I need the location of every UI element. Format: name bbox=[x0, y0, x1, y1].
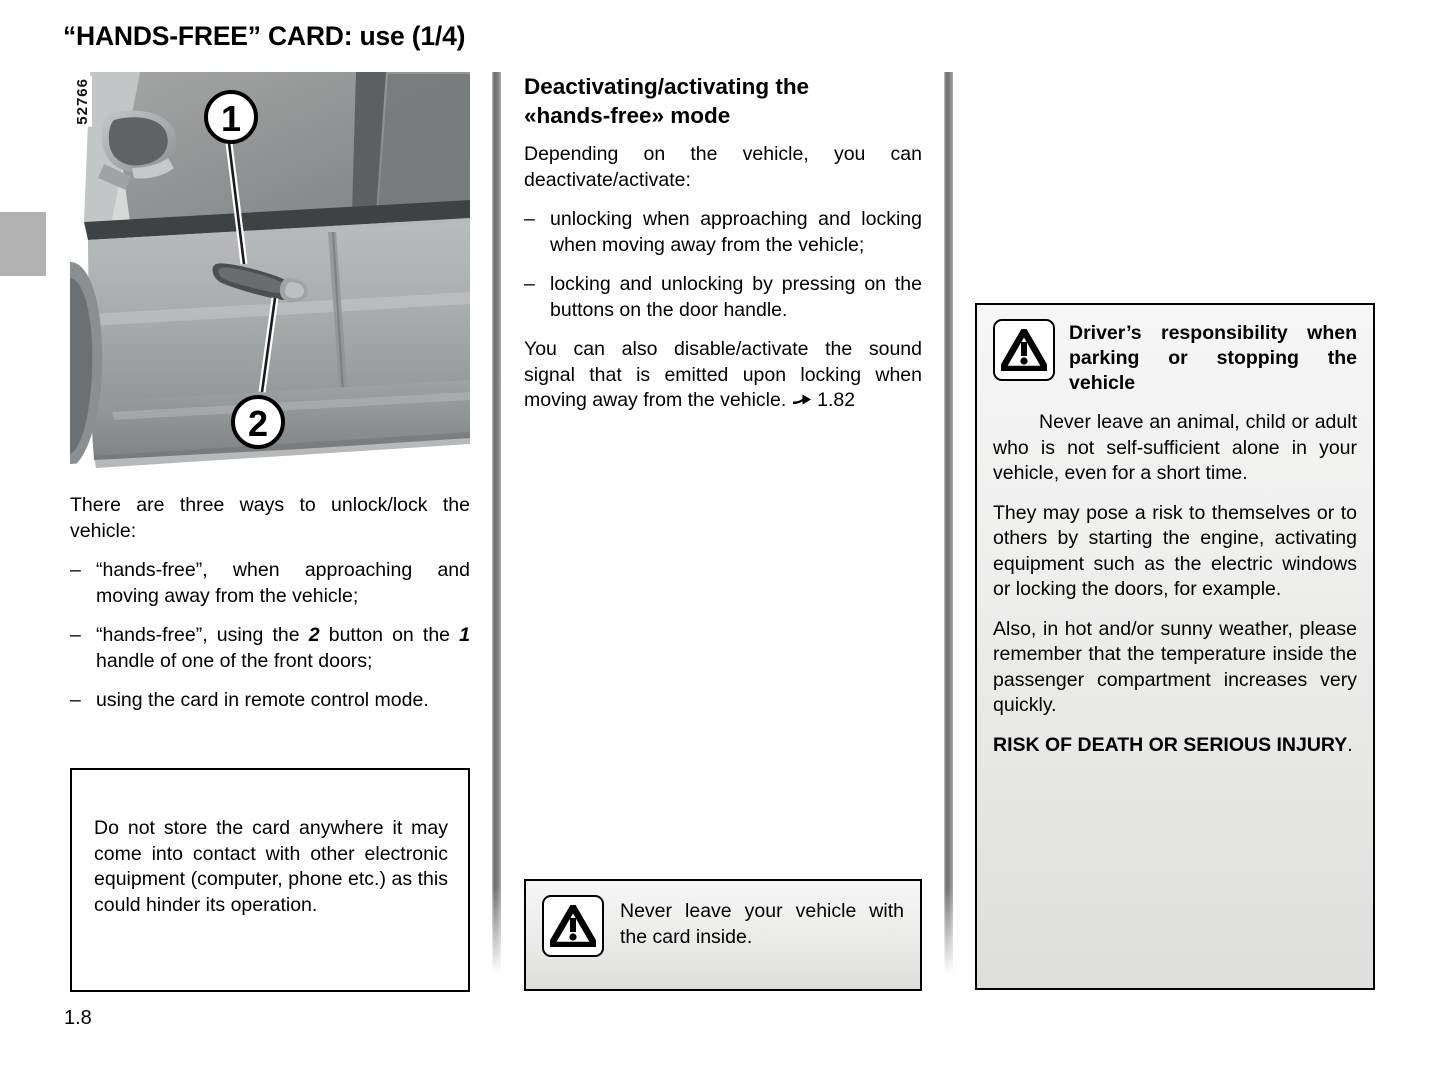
warning-inline bbox=[542, 895, 904, 957]
list-item-text: “hands-free”, using the bbox=[96, 624, 309, 646]
dash-bullet: – bbox=[70, 559, 81, 581]
sound-signal-text: You can also disable/activate the sound signal that is emitted upon locking when moving away from the vehicle. bbox=[524, 338, 922, 411]
left-column bbox=[70, 72, 470, 728]
list-item bbox=[70, 558, 470, 609]
warning-body bbox=[993, 410, 1357, 758]
warning-title: Driver’s responsibility when parking or stopping the vehicle bbox=[1069, 322, 1357, 394]
column-separator-right bbox=[944, 72, 953, 982]
warning-paragraph: Never leave an animal, child or adult who is not self-sufficient alone in your vehicle, even for a short time. bbox=[993, 411, 1357, 484]
list-item-text: using the card in remote control mode. bbox=[96, 689, 429, 711]
list-item-text: unlocking when approaching and locking when moving away from the vehicle; bbox=[550, 208, 922, 256]
dash-bullet: – bbox=[524, 273, 535, 295]
list-item-text: locking and unlocking by pressing on the buttons on the door handle. bbox=[550, 273, 922, 321]
card-inside-warning-box bbox=[524, 879, 922, 991]
callout-ref-1: 1 bbox=[459, 624, 471, 646]
card-storage-note-text: Do not store the card anywhere it may come into contact with other electronic equipment (computer, phone etc.) as this could hinder its operation. bbox=[94, 817, 448, 916]
chapter-tab-marker bbox=[0, 212, 46, 276]
list-item-text: “hands-free”, when approaching and moving away from the vehicle; bbox=[96, 559, 470, 607]
page-title: “HANDS-FREE” CARD: use (1/4) bbox=[63, 21, 466, 51]
section-heading-line2: «hands-free» mode bbox=[524, 103, 731, 128]
warning-header bbox=[993, 319, 1357, 396]
list-item bbox=[524, 272, 922, 323]
dash-bullet: – bbox=[70, 689, 81, 711]
column-separator-left bbox=[492, 72, 501, 982]
middle-column bbox=[524, 72, 922, 414]
cross-reference bbox=[786, 389, 855, 411]
mid-intro-paragraph: Depending on the vehicle, you can deactivate/activate: bbox=[524, 143, 922, 191]
figure-car-door bbox=[70, 72, 470, 475]
warning-paragraph: Also, in hot and/or sunny weather, please remember that the temperature inside the passenger compartment increases very quickly. bbox=[993, 617, 1357, 716]
driver-responsibility-warning-box bbox=[975, 303, 1375, 990]
list-item bbox=[524, 207, 922, 258]
sound-signal-paragraph bbox=[524, 337, 922, 414]
list-item bbox=[70, 623, 470, 674]
car-door-handle-photo bbox=[70, 72, 470, 475]
warning-emphasis-paragraph bbox=[993, 733, 1357, 759]
list-item bbox=[70, 688, 470, 714]
warning-paragraph: They may pose a risk to themselves or to others by starting the engine, activating equipment such as the electric windows or locking the doors, for example. bbox=[993, 501, 1357, 600]
dash-bullet: – bbox=[524, 208, 535, 230]
warning-emphasis-suffix: . bbox=[1347, 733, 1353, 756]
left-intro-paragraph: There are three ways to unlock/lock the vehicle: bbox=[70, 494, 470, 542]
section-heading-line1: Deactivating/activating the bbox=[524, 74, 810, 99]
figure-id-label: 52766 bbox=[74, 78, 91, 125]
arrow-right-icon bbox=[792, 392, 812, 407]
figure-callout-1: 1 bbox=[220, 98, 242, 139]
callout-ref-2: 2 bbox=[308, 624, 320, 646]
warning-emphasis: RISK OF DEATH OR SERIOUS INJURY bbox=[993, 733, 1348, 756]
list-item-text-mid: button on the bbox=[319, 624, 460, 646]
figure-callout-2: 2 bbox=[247, 403, 269, 444]
page-number: 1.8 bbox=[64, 1007, 92, 1029]
warning-triangle-icon bbox=[993, 319, 1055, 381]
card-inside-warning-text: Never leave your vehicle with the card inside. bbox=[620, 900, 904, 948]
card-storage-note-box bbox=[70, 768, 470, 992]
section-heading bbox=[524, 72, 922, 130]
dash-bullet: – bbox=[70, 624, 81, 646]
list-item-text-after: handle of one of the front doors; bbox=[96, 649, 373, 672]
cross-reference-page: 1.82 bbox=[817, 389, 856, 411]
warning-triangle-icon bbox=[542, 895, 604, 957]
